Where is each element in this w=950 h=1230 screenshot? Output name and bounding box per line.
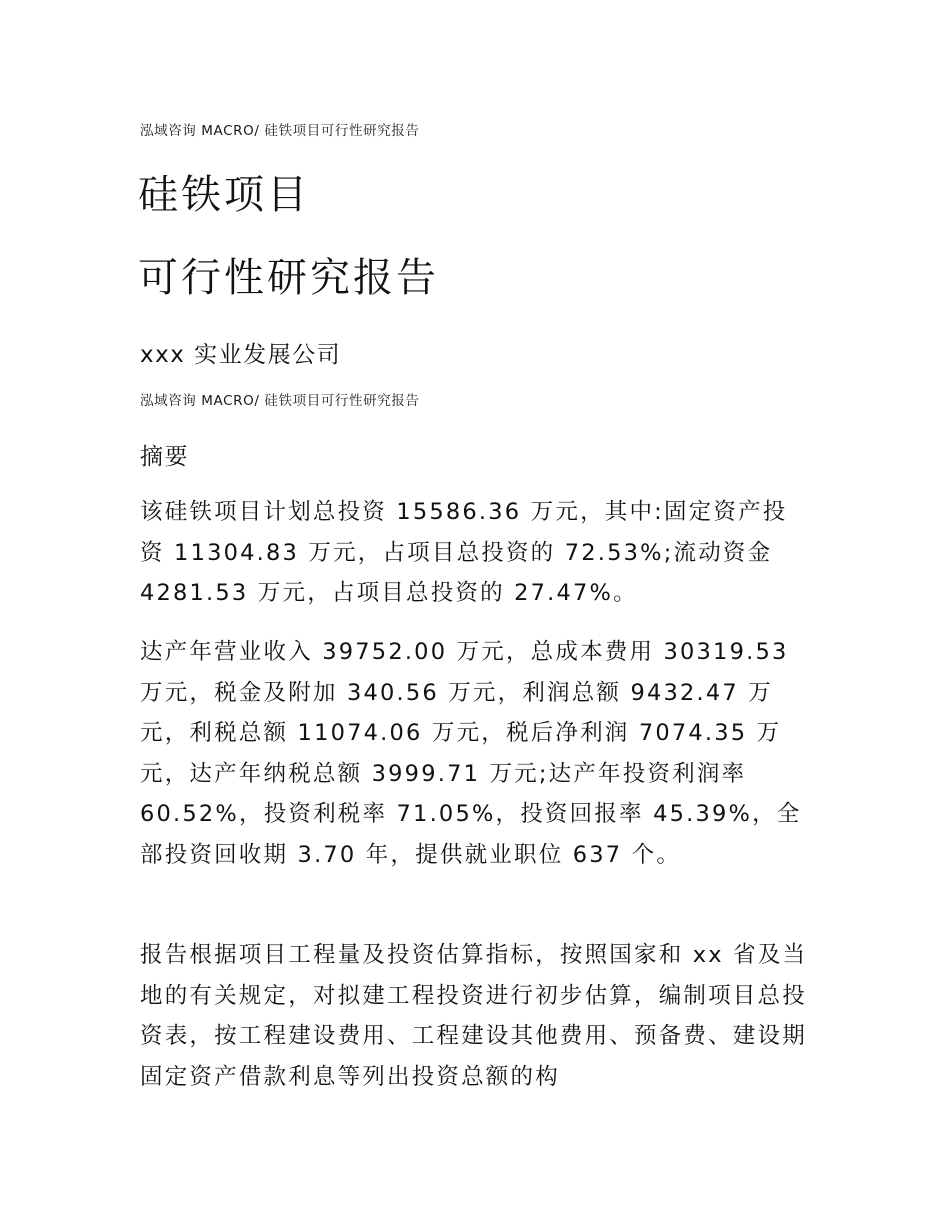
abstract-paragraph-financials: 达产年营业收入 39752.00 万元，总成本费用 30319.53 万元，税金及附加 340.56 万元，利润总额 9432.47 万元，利税总额 11074.06 万元，税后净利润 7074.35 万元，达产年纳税总额 3999.71 万元;达产年投资利润率 60.52%，投资利税率 71.05%，投资回报率 45.39%，全部投资回收期 3.70 年，提供就业职位 637 个。	[140, 639, 802, 868]
abstract-paragraph-estimation: 报告根据项目工程量及投资估算指标，按照国家和 xx 省及当地的有关规定，对拟建工程投资进行初步估算，编制项目总投资表，按工程建设费用、工程建设其他费用、预备费、建设期固定资产借款利息等列出投资总额的构	[140, 942, 808, 1090]
running-header: 泓域咨询 MACRO/ 硅铁项目可行性研究报告	[140, 123, 420, 139]
document-title-line-1: 硅铁项目	[138, 172, 310, 218]
abstract-paragraph-investment: 该硅铁项目计划总投资 15586.36 万元，其中:固定资产投资 11304.83 万元，占项目总投资的 72.53%;流动资金 4281.53 万元，占项目总投资的 27.47%。	[140, 499, 788, 606]
document-title-line-2: 可行性研究报告	[138, 255, 439, 301]
abstract-heading: 摘要	[140, 444, 189, 470]
company-name: xxx 实业发展公司	[140, 342, 342, 368]
running-header-repeat: 泓域咨询 MACRO/ 硅铁项目可行性研究报告	[140, 393, 420, 409]
